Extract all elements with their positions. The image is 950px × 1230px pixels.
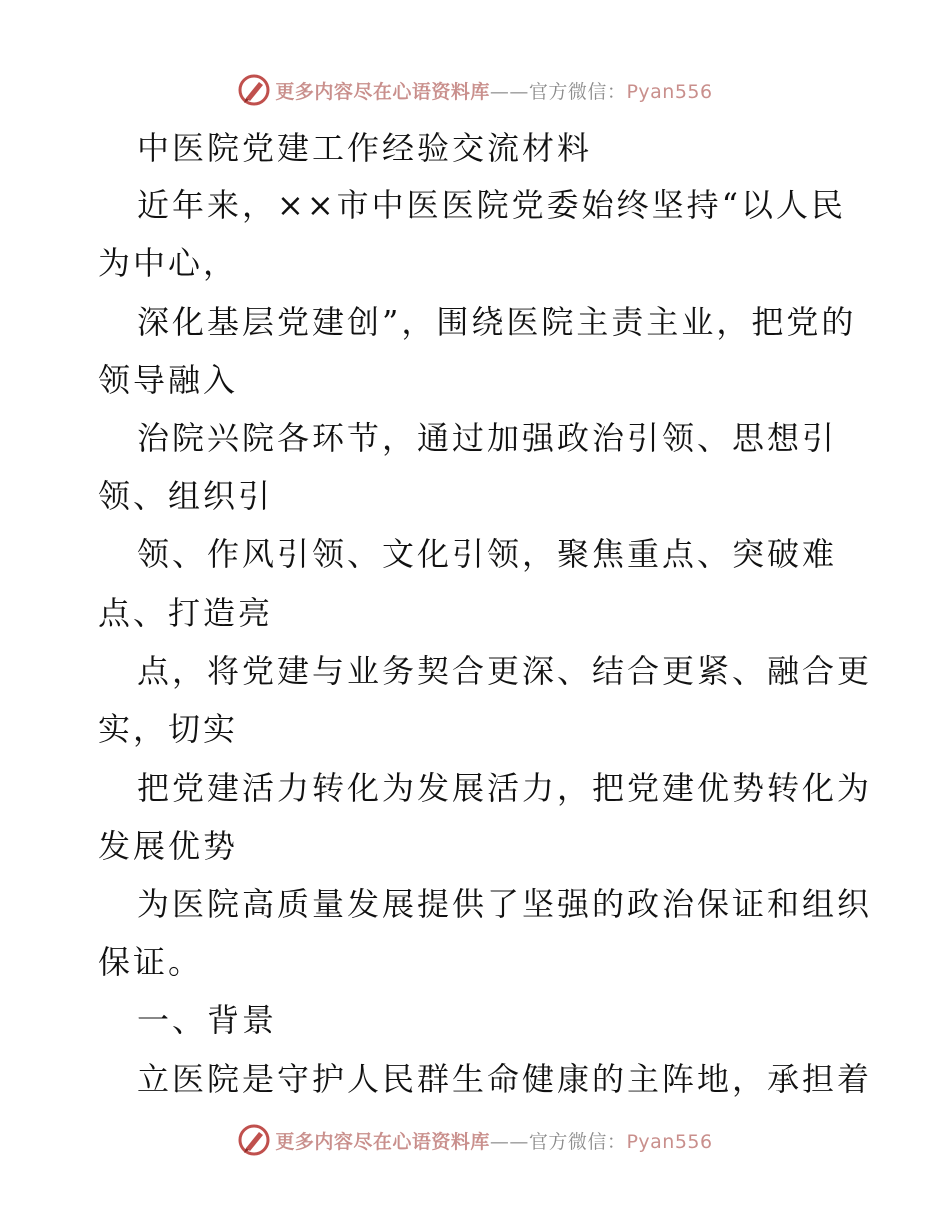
paragraph-line: 为中心， [98,244,239,282]
watermark-text [275,1127,712,1154]
watermark-wechat-id: Pyan556 [626,80,713,103]
paragraph-line: 实，切实 [98,710,239,748]
watermark-site: 更多内容尽在心语资料库 [275,80,490,103]
watermark-separator: —— [489,80,529,103]
document-title: 中医院党建工作经验交流材料 [137,129,593,167]
paragraph-line: 保证。 [98,943,204,981]
watermark-banner-bottom [0,1120,950,1160]
paragraph-line: 把党建活力转化为发展活力，把党建优势转化为 [137,769,873,807]
paragraph-line: 发展优势 [98,827,239,865]
watermark-wechat-label: 官方微信： [528,1130,627,1153]
pen-logo-icon [237,1123,271,1157]
paragraph-line: 点，将党建与业务契合更深、结合更紧、融合更 [137,652,873,690]
watermark-wechat-id: Pyan556 [626,1130,713,1153]
watermark-wechat-label: 官方微信： [528,80,627,103]
watermark-site: 更多内容尽在心语资料库 [275,1130,490,1153]
paragraph-line: 领、组织引 [98,477,274,515]
paragraph-line: 领、作风引领、文化引领，聚焦重点、突破难 [137,535,838,573]
paragraph-line: 立医院是守护人民群生命健康的主阵地，承担着 [137,1060,873,1098]
watermark-separator: —— [489,1130,529,1153]
paragraph-line: 为医院高质量发展提供了坚强的政治保证和组织 [137,885,873,923]
paragraph-line: 领导融入 [98,361,239,399]
paragraph-line: 治院兴院各环节，通过加强政治引领、思想引 [137,419,838,457]
paragraph-line: 近年来，××市中医医院党委始终坚持“以人民 [137,186,846,224]
paragraph-line: 深化基层党建创”，围绕医院主责主业，把党的 [137,303,857,341]
section-heading: 一、背景 [137,1001,278,1039]
paragraph-line: 点、打造亮 [98,594,274,632]
